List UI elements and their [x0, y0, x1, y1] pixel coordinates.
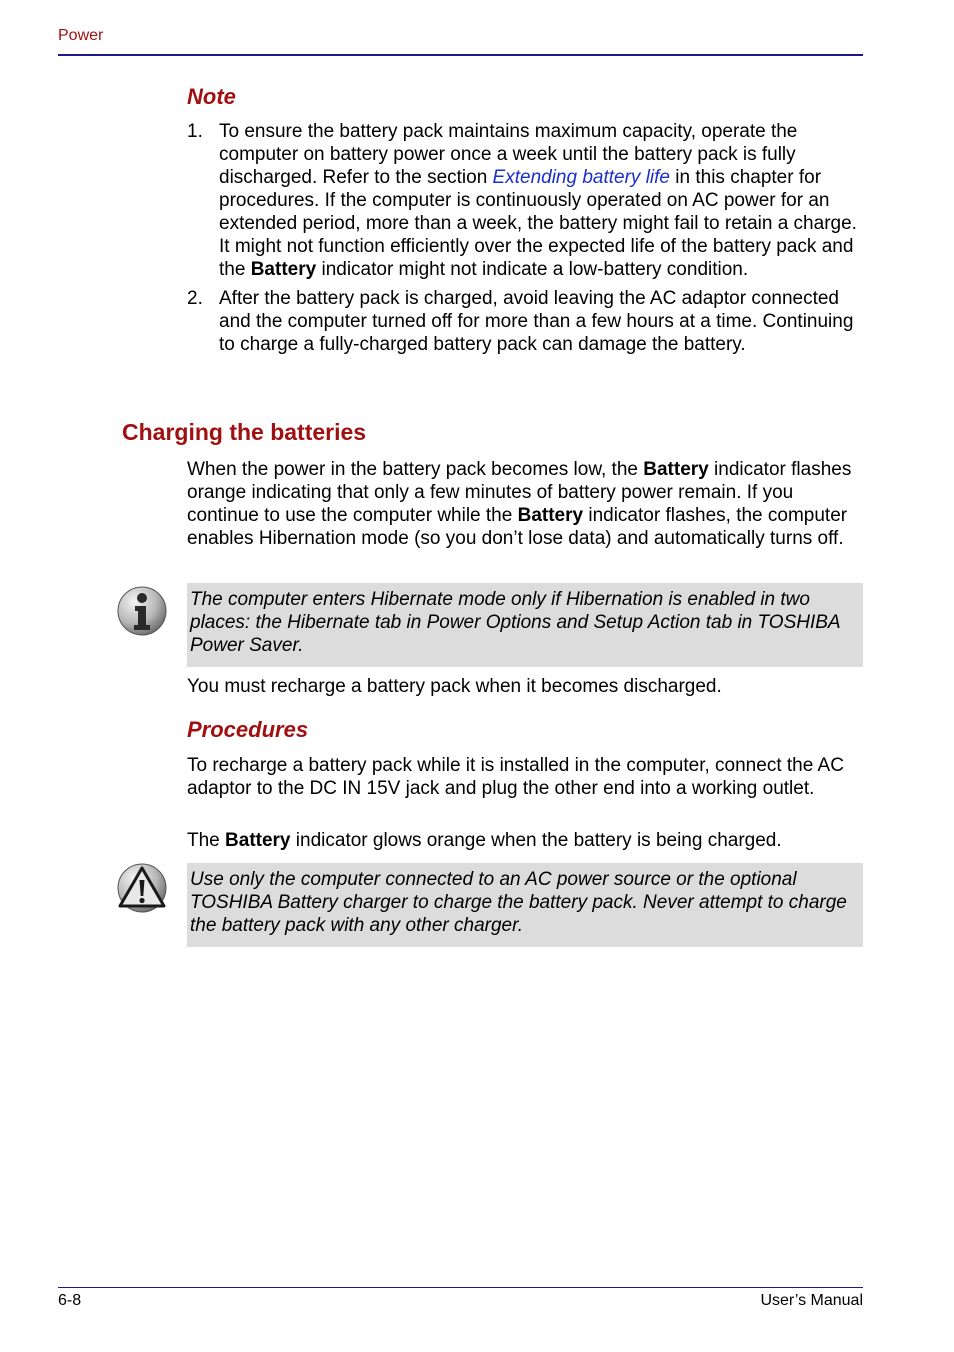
section-heading-charging: Charging the batteries [122, 419, 367, 445]
procedures-paragraph: To recharge a battery pack while it is installed in the computer, connect the AC adaptor to the DC IN 15V jack and plug the other end into a working outlet. [187, 755, 844, 799]
procedures-heading: Procedures [187, 717, 309, 742]
caution-note-box [187, 863, 863, 947]
battery-term: Battery [643, 459, 709, 480]
caution-icon [116, 862, 168, 919]
list-item [187, 120, 863, 281]
note-list [187, 120, 863, 362]
caution-note-text: Use only the computer connected to an AC power source or the optional TOSHIBA Battery charger to charge the battery pack. Never attempt to charge the battery pack with any other charger. [190, 869, 847, 936]
battery-indicator-paragraph [187, 829, 863, 852]
list-number: 2. [187, 288, 203, 309]
text-run: indicator flashes, the computer enables Hibernation mode (so you don’t lose data) and automatically turns off. [187, 505, 848, 549]
text-run: indicator might not indicate a low-battery condition. [316, 259, 749, 280]
footer-rule [58, 1287, 863, 1288]
text-run: indicator glows orange when the battery is being charged. [290, 830, 782, 851]
charging-paragraph [187, 458, 863, 550]
battery-term: Battery [225, 830, 291, 851]
list-text [219, 120, 863, 281]
recharge-paragraph: You must recharge a battery pack when it becomes discharged. [187, 676, 722, 697]
info-note-box [187, 583, 863, 667]
info-note-text: The computer enters Hibernate mode only if Hibernation is enabled in two places: the Hibernate tab in Power Options and Setup Action tab in TOSHIBA Power Saver. [190, 589, 840, 656]
list-item [187, 287, 863, 356]
battery-term: Battery [250, 259, 317, 280]
extending-battery-life-link[interactable]: Extending battery life [492, 167, 670, 188]
battery-term: Battery [517, 505, 584, 526]
text-run: To ensure the battery pack maintains maximum capacity, operate the computer on battery power once a week until the battery pack is fully discharged. Refer to the section [219, 121, 798, 188]
list-number: 1. [187, 121, 203, 142]
header-rule [58, 54, 863, 56]
text-run: When the power in the battery pack becomes low, the [187, 459, 644, 480]
manual-title: User’s Manual [760, 1292, 863, 1309]
list-text: After the battery pack is charged, avoid leaving the AC adaptor connected and the computer turned off for more than a few hours at a time. Continuing to charge a fully-charged battery pack can damage the battery. [219, 288, 854, 355]
text-run: in this chapter for procedures. If the computer is continuously operated on AC power for an extended period, more than a week, the battery might fail to retain a charge. It might not function efficiently over the expected life of the battery pack and the [219, 167, 857, 280]
running-header-title: Power [58, 27, 104, 44]
info-icon [116, 585, 168, 642]
text-run: The [187, 830, 226, 851]
text-run: indicator flashes orange indicating that only a few minutes of battery power remain. If you continue to use the computer while the [187, 459, 852, 526]
note-heading: Note [187, 84, 236, 109]
page-number: 6-8 [58, 1292, 82, 1309]
